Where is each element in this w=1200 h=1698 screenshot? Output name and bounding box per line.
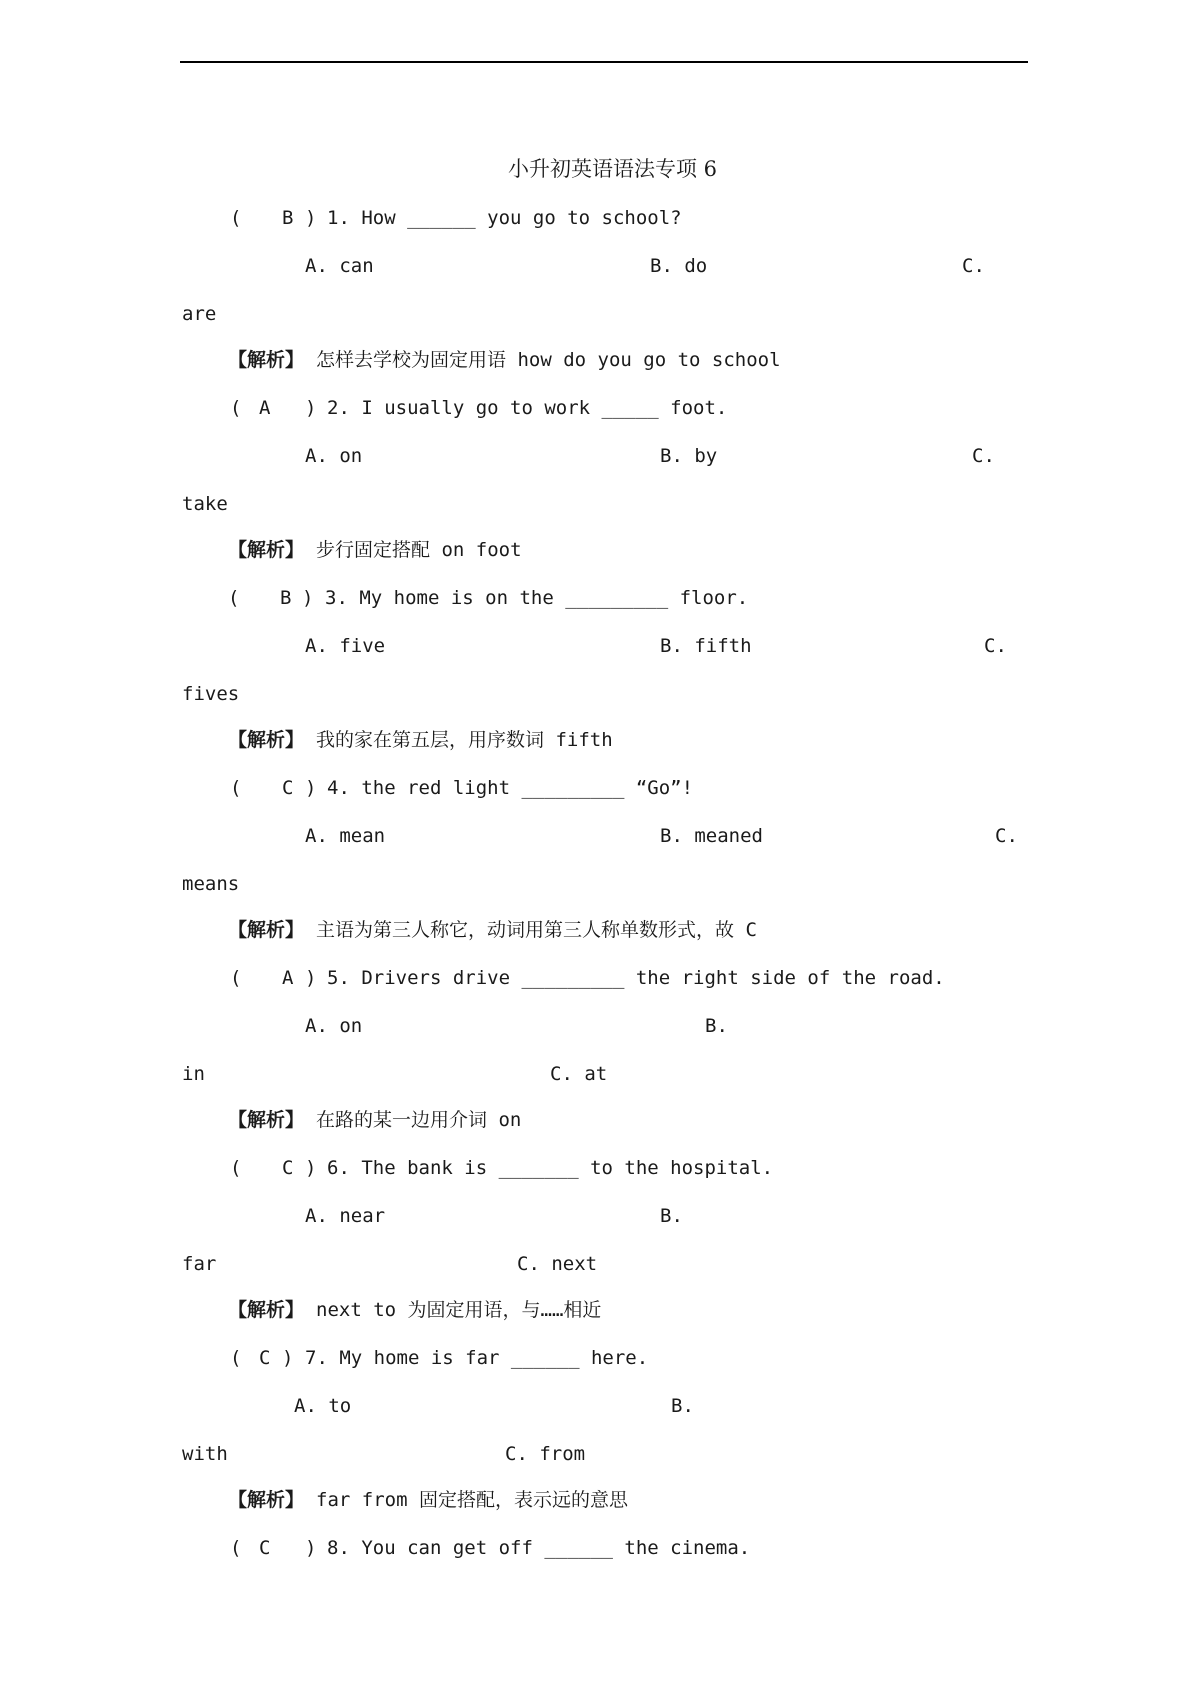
q3-option-c-label: C. <box>984 635 1007 657</box>
q4-option-c-word: means <box>182 873 240 895</box>
q5-explain-tag: 【解析】 <box>228 1109 305 1131</box>
q1-option-c-label: C. <box>962 255 985 277</box>
q7-paren-open: ( <box>230 1347 242 1369</box>
q2-explain: 步行固定搭配 on foot <box>316 539 522 561</box>
q6-explain-tag: 【解析】 <box>228 1299 305 1321</box>
q4-option-c-label: C. <box>995 825 1018 847</box>
q5-paren-open: ( <box>230 967 242 989</box>
q7-option-a: A. to <box>294 1395 352 1417</box>
q2-option-c-label: C. <box>972 445 995 467</box>
q7-explain-tag: 【解析】 <box>228 1489 305 1511</box>
q1-answer: B <box>282 207 294 229</box>
q6-option-c: C. next <box>517 1253 598 1275</box>
q1-explain: 怎样去学校为固定用语 how do you go to school <box>316 349 781 371</box>
q3-paren-open: ( <box>228 587 240 609</box>
q2-stem: 2. I usually go to work _____ foot. <box>327 397 728 419</box>
q8-stem: 8. You can get off ______ the cinema. <box>327 1537 751 1559</box>
q3-option-b: B. fifth <box>660 635 752 657</box>
q4-option-a: A. mean <box>305 825 386 847</box>
q5-explain: 在路的某一边用介词 on <box>316 1109 522 1131</box>
q3-explain-tag: 【解析】 <box>228 729 305 751</box>
q2-paren-close: ) <box>305 397 317 419</box>
q1-paren-open: ( <box>230 207 242 229</box>
q1-option-a: A. can <box>305 255 374 277</box>
q3-option-c-word: fives <box>182 683 240 705</box>
q5-stem: 5. Drivers drive _________ the right side of the road. <box>327 967 945 989</box>
q2-option-a: A. on <box>305 445 363 467</box>
q2-paren-open: ( <box>230 397 242 419</box>
q5-option-b-word: in <box>182 1063 205 1085</box>
q1-option-b: B. do <box>650 255 708 277</box>
q5-option-a: A. on <box>305 1015 363 1037</box>
q4-stem: 4. the red light _________ “Go”! <box>327 777 694 799</box>
q4-explain: 主语为第三人称它，动词用第三人称单数形式，故 C <box>316 919 757 941</box>
q3-explain: 我的家在第五层，用序数词 fifth <box>316 729 613 751</box>
q3-paren-close: ) <box>302 587 314 609</box>
q5-option-b-label: B. <box>705 1015 728 1037</box>
q6-option-b-label: B. <box>660 1205 683 1227</box>
q5-option-c: C. at <box>550 1063 608 1085</box>
q1-explain-tag: 【解析】 <box>228 349 305 371</box>
q7-stem: 7. My home is far ______ here. <box>305 1347 649 1369</box>
q2-explain-tag: 【解析】 <box>228 539 305 561</box>
q4-answer: C <box>282 777 294 799</box>
q3-answer: B <box>280 587 292 609</box>
page-title: 小升初英语语法专项 6 <box>508 157 718 181</box>
q3-stem: 3. My home is on the _________ floor. <box>325 587 749 609</box>
q8-answer: C <box>259 1537 271 1559</box>
q6-paren-close: ) <box>305 1157 317 1179</box>
q7-option-b-word: with <box>182 1443 228 1465</box>
q3-option-a: A. five <box>305 635 386 657</box>
q2-option-c-word: take <box>182 493 228 515</box>
q1-option-c-word: are <box>182 303 217 325</box>
q1-stem: 1. How ______ you go to school? <box>327 207 682 229</box>
q1-paren-close: ) <box>305 207 317 229</box>
header-rule <box>180 61 1028 63</box>
q6-stem: 6. The bank is _______ to the hospital. <box>327 1157 774 1179</box>
q6-answer: C <box>282 1157 294 1179</box>
q6-option-b-word: far <box>182 1253 217 1275</box>
q7-answer: C <box>259 1347 271 1369</box>
q6-option-a: A. near <box>305 1205 386 1227</box>
q4-paren-open: ( <box>230 777 242 799</box>
q6-explain: next to 为固定用语，与……相近 <box>316 1299 602 1321</box>
q7-option-c: C. from <box>505 1443 586 1465</box>
q4-paren-close: ) <box>305 777 317 799</box>
q8-paren-close: ) <box>305 1537 317 1559</box>
q5-paren-close: ) <box>305 967 317 989</box>
q7-option-b-label: B. <box>671 1395 694 1417</box>
q6-paren-open: ( <box>230 1157 242 1179</box>
q7-explain: far from 固定搭配，表示远的意思 <box>316 1489 628 1511</box>
q4-explain-tag: 【解析】 <box>228 919 305 941</box>
q5-answer: A <box>282 967 294 989</box>
q2-option-b: B. by <box>660 445 718 467</box>
q7-paren-close: ) <box>282 1347 294 1369</box>
q4-option-b: B. meaned <box>660 825 763 847</box>
q8-paren-open: ( <box>230 1537 242 1559</box>
q2-answer: A <box>259 397 271 419</box>
